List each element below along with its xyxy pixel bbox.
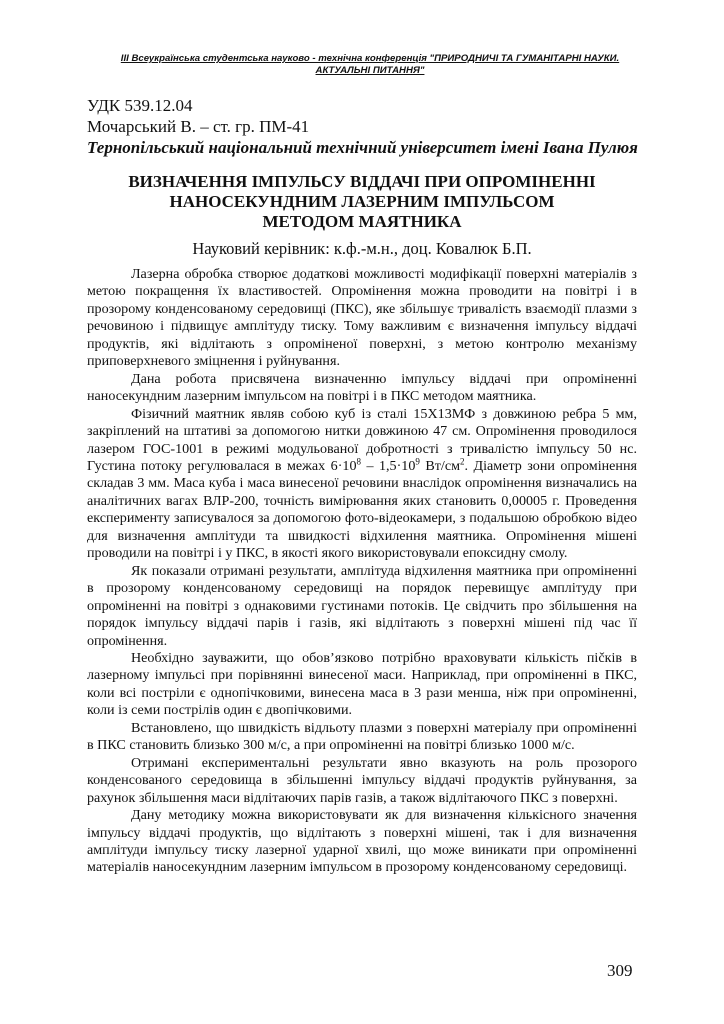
paragraph-1: Лазерна обробка створює додаткові можливості модифікації поверхні матеріалів з метою покращення їх властивостей. Опромінення можна проводити на повітрі і в прозорому конденсованому середовищі (ПКС), яке збільшує тривалість взаємодії плазми з речовиною і підвищує амплітуду тиску. Тому важливим є визначення імпульсу віддачі продуктів, які відлітають з опроміненої поверхні, з метою контролю механізму приповерхневого зміцнення і руйнування. (87, 266, 637, 370)
paragraph-3-part-a: Фізичний маятник являв собою куб із сталі 15Х13МФ з довжиною ребра 5 мм, закріплений на штативі за допомогою нитки довжиною 47 см. Опромінення проводилося лазером ГОС-1001 в режимі модульованої добротності з тривалістю імпульсу 50 нс. Густина потоку регулювалася в межах 6·10 (87, 405, 637, 474)
paragraph-3 (87, 406, 637, 563)
paragraph-3-part-b: – 1,5·10 (361, 457, 416, 474)
paragraph-5: Необхідно зауважити, що обов’язково потрібно враховувати кількість піčків в лазерному імпульсі при порівнянні винесеної маси. Наприклад, при опроміненні в ПКС, коли всі постріли є однопічковими, винесена маса в 3 рази менша, ніж при опроміненні, коли із семи пострілів один є двопічковими. (87, 649, 637, 719)
udk-code: УДК 539.12.04 (87, 96, 193, 115)
title-line2: НАНОСЕКУНДНИМ ЛАЗЕРНИМ ІМПУЛЬСОМ (169, 192, 555, 211)
exponent-2: 9 (415, 456, 420, 467)
scientific-advisor: Науковий керівник: к.ф.-м.н., доц. Ковалюк Б.П. (192, 239, 532, 258)
paragraph-8: Дану методику можна використовувати як для визначення кількісного значення імпульсу віддачі продуктів, що відлітають з поверхні мішені, так і для визначення амплітуди імпульсу тиску лазерної ударної хвилі, що може виникати при опроміненні матеріалів наносекундним лазерним імпульсом в прозорому конденсованому середовищі. (87, 807, 637, 876)
exponent-1: 8 (356, 456, 361, 467)
exponent-3: 2 (460, 456, 465, 467)
conference-header-line2: АКТУАЛЬНІ ПИТАННЯ" (315, 65, 425, 76)
paragraph-7: Отримані експериментальні результати явно вказують на роль прозорого конденсованого середовища в збільшенні імпульсу віддачі продуктів руйнування, за рахунок збільшення маси відлітаючих парів газів, а також відлітаючого ПКС з поверхні. (87, 754, 637, 806)
paper-title (87, 172, 637, 232)
paragraph-4: Як показали отримані результати, амплітуда відхилення маятника при опроміненні в прозорому конденсованому середовищі на порядок перевищує амплітуду при опроміненні на повітрі з однаковими густинами потоків. Це свідчить про збільшення на порядок імпульсу віддачі парів і газів, які відлітають з поверхні мішені під час її опромінення. (87, 562, 637, 649)
paragraph-3-part-d: . Діаметр зони опромінення складав 3 мм. Маса куба і маса винесеної речовини внаслідок опромінення визначались на аналітичних вагах ВЛР-200, точність вимірювання яких становить 0,00005 г. Проведення експерименту записувалося за допомогою фото-відеокамери, з подальшою обробкою відео для визначення амплітуди та швидкості відхилення маятника. Опромінення мішені проводили на повітрі і у ПКС, в якості якого використовували епоксидну смолу. (87, 457, 637, 562)
author-line: Мочарський В. – ст. гр. ПМ-41 (87, 117, 310, 136)
page-number: 309 (607, 961, 633, 980)
affiliation: Тернопільський національний технічний університет імені Івана Пулюя (87, 138, 638, 157)
paragraph-6: Встановлено, що швидкість відльоту плазми з поверхні матеріалу при опроміненні в ПКС становить близько 300 м/с, а при опроміненні на повітрі близько 1000 м/с. (87, 719, 637, 754)
title-line3: МЕТОДОМ МАЯТНИКА (262, 212, 462, 231)
paragraph-3-part-c: Вт/см (419, 457, 461, 474)
body-text (87, 266, 637, 877)
paragraph-2: Дана робота присвячена визначенню імпульсу віддачі при опроміненні наносекундним лазерним імпульсом на повітрі і в ПКС методом маятника. (87, 370, 637, 405)
conference-header-line1: III Всеукраїнська студентська науково - технічна конференція "ПРИРОДНИЧІ ТА ГУМАНІТАРНІ НАУКИ. (120, 53, 620, 64)
conference-header (90, 53, 650, 77)
title-line1: ВИЗНАЧЕННЯ ІМПУЛЬСУ ВІДДАЧІ ПРИ ОПРОМІНЕННІ (128, 172, 596, 191)
